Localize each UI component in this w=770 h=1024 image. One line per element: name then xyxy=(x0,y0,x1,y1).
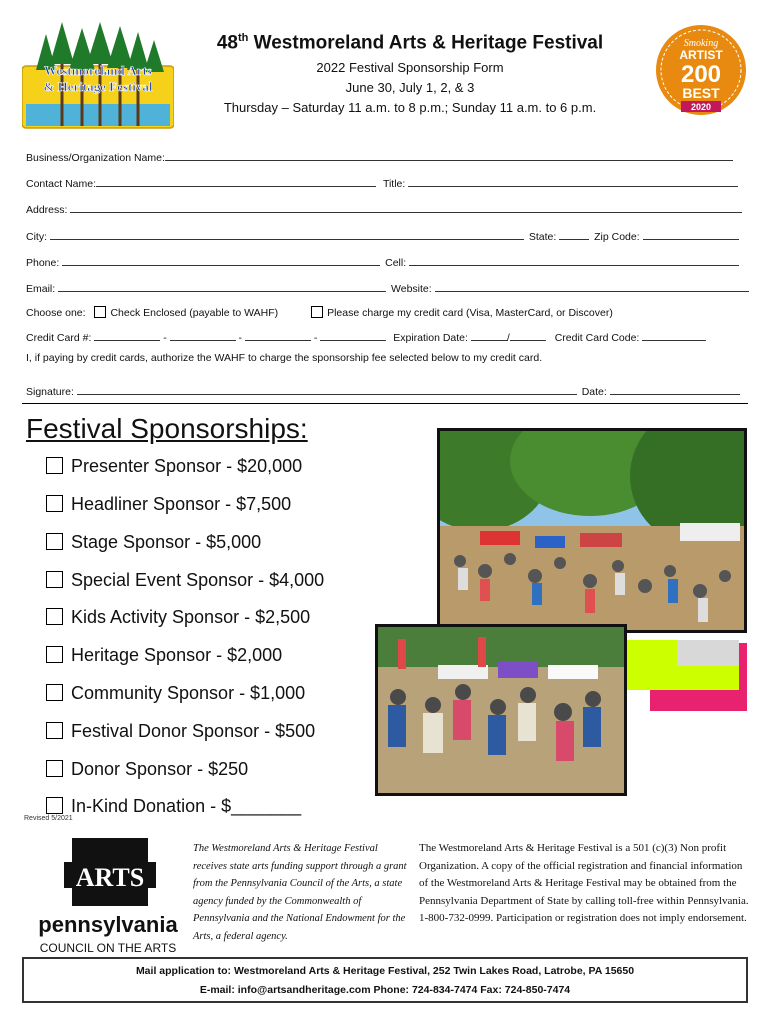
festival-dates: June 30, July 1, 2, & 3 xyxy=(345,80,475,95)
business-name-row: Business/Organization Name: xyxy=(26,150,733,164)
svg-text:ARTS: ARTS xyxy=(75,863,145,892)
checkbox[interactable] xyxy=(46,646,63,663)
revised-date: Revised 5/2021 xyxy=(24,815,73,822)
sponsor-option-in-kind[interactable]: In-Kind Donation - $_______ xyxy=(46,796,301,817)
nonprofit-statement: The Westmoreland Arts & Heritage Festival is a 501 (c)(3) Non profit Organization. A copy of the official registration and financial information of the Westmoreland Arts & Heritage Festival may be obtained from the Pennsylvania Department of State by calling toll-free within Pennsylvania. 1-800-732-0999. Participation or registration does not imply endorsement. xyxy=(419,842,749,924)
state-field[interactable] xyxy=(559,229,589,240)
contact-row: Contact Name: Title: xyxy=(26,176,738,190)
cc-part1-field[interactable] xyxy=(94,330,160,341)
svg-text:COUNCIL ON THE ARTS: COUNCIL ON THE ARTS xyxy=(39,941,177,955)
form-subtitle: 2022 Festival Sponsorship Form xyxy=(316,60,504,75)
exp-month-field[interactable] xyxy=(471,330,507,341)
title-field[interactable] xyxy=(408,176,738,187)
checkbox[interactable] xyxy=(46,722,63,739)
credit-card-checkbox[interactable] xyxy=(311,306,323,318)
decor-grey-block xyxy=(677,640,739,666)
city-field[interactable] xyxy=(50,229,524,240)
best-artist-badge xyxy=(655,24,747,116)
contact-info: E-mail: info@artsandheritage.com Phone: 724-834-7474 Fax: 724-850-7474 xyxy=(199,984,571,996)
sponsor-option-presenter[interactable]: Presenter Sponsor - $20,000 xyxy=(46,456,302,477)
svg-text:200: 200 xyxy=(680,61,722,88)
svg-text:2020: 2020 xyxy=(690,102,712,112)
date-field[interactable] xyxy=(610,384,740,395)
checkbox[interactable] xyxy=(46,684,63,701)
contact-name-field[interactable] xyxy=(96,176,376,187)
cc-code-field[interactable] xyxy=(642,330,706,341)
cc-part3-field[interactable] xyxy=(245,330,311,341)
email-field[interactable] xyxy=(58,281,386,292)
phone-field[interactable] xyxy=(62,255,380,266)
svg-text:BEST: BEST xyxy=(682,85,720,101)
sponsor-option-stage[interactable]: Stage Sponsor - $5,000 xyxy=(46,532,261,553)
checkbox[interactable] xyxy=(46,457,63,474)
check-enclosed-checkbox[interactable] xyxy=(94,306,106,318)
exp-year-field[interactable] xyxy=(510,330,546,341)
email-row: Email: Website: xyxy=(26,281,749,295)
logo-line1: Westmoreland Arts xyxy=(44,63,152,78)
mailing-info xyxy=(22,957,748,1003)
festival-tents-photo xyxy=(375,624,627,796)
festival-hours: Thursday – Saturday 11 a.m. to 8 p.m.; Sunday 11 a.m. to 6 p.m. xyxy=(223,100,597,115)
sponsor-option-kids-activity[interactable]: Kids Activity Sponsor - $2,500 xyxy=(46,607,310,628)
sponsor-option-heritage[interactable]: Heritage Sponsor - $2,000 xyxy=(46,645,282,666)
festival-logo xyxy=(22,22,174,130)
payment-choice-row: Choose one: Check Enclosed (payable to WAHF) Please charge my credit card (Visa, MasterCard, or Discover) xyxy=(26,307,613,319)
address-field[interactable] xyxy=(70,202,742,213)
sponsor-option-special-event[interactable]: Special Event Sponsor - $4,000 xyxy=(46,570,324,591)
checkbox[interactable] xyxy=(46,608,63,625)
zip-field[interactable] xyxy=(643,229,739,240)
sponsor-option-community[interactable]: Community Sponsor - $1,000 xyxy=(46,683,305,704)
signature-row: Signature: Date: xyxy=(26,384,740,398)
cc-part2-field[interactable] xyxy=(170,330,236,341)
checkbox[interactable] xyxy=(46,797,63,814)
svg-text:Smoking: Smoking xyxy=(683,38,719,49)
checkbox[interactable] xyxy=(46,760,63,777)
festival-crowd-photo xyxy=(437,428,747,633)
cell-field[interactable] xyxy=(409,255,739,266)
sponsor-option-donor[interactable]: Donor Sponsor - $250 xyxy=(46,759,248,780)
phone-row: Phone: Cell: xyxy=(26,255,739,269)
signature-field[interactable] xyxy=(77,384,577,395)
funding-statement: The Westmoreland Arts & Heritage Festival receives state arts funding support through a grant from the Pennsylvania Council of the Arts, a state agency funded by the Commonwealth of Pennsylvania and the National Endowment for the Arts, a federal agency. xyxy=(193,843,407,942)
pa-council-arts-logo xyxy=(28,834,188,958)
checkbox[interactable] xyxy=(46,571,63,588)
checkbox[interactable] xyxy=(46,495,63,512)
svg-text:pennsylvania: pennsylvania xyxy=(38,912,178,937)
authorize-text: I, if paying by credit cards, authorize the WAHF to charge the sponsorship fee selected below to my credit card. xyxy=(26,352,543,364)
credit-card-row: Credit Card #: - - - Expiration Date: / Credit Card Code: xyxy=(26,330,706,344)
business-name-field[interactable] xyxy=(165,150,733,161)
svg-text:ARTIST: ARTIST xyxy=(679,48,723,62)
logo-line2: & Heritage Festival xyxy=(43,79,153,94)
cc-part4-field[interactable] xyxy=(320,330,386,341)
checkbox[interactable] xyxy=(46,533,63,550)
divider xyxy=(22,403,748,404)
address-row: Address: xyxy=(26,202,742,216)
mail-address: Mail application to: Westmoreland Arts & Heritage Festival, 252 Twin Lakes Road, Latrobe, PA 15650 xyxy=(135,965,635,977)
page-title: 48th Westmoreland Arts & Heritage Festival xyxy=(216,32,604,54)
sponsor-option-festival-donor[interactable]: Festival Donor Sponsor - $500 xyxy=(46,721,315,742)
sponsor-option-headliner[interactable]: Headliner Sponsor - $7,500 xyxy=(46,494,291,515)
website-field[interactable] xyxy=(435,281,749,292)
city-row: City: State: Zip Code: xyxy=(26,229,739,243)
sponsorships-heading: Festival Sponsorships: xyxy=(26,413,308,444)
